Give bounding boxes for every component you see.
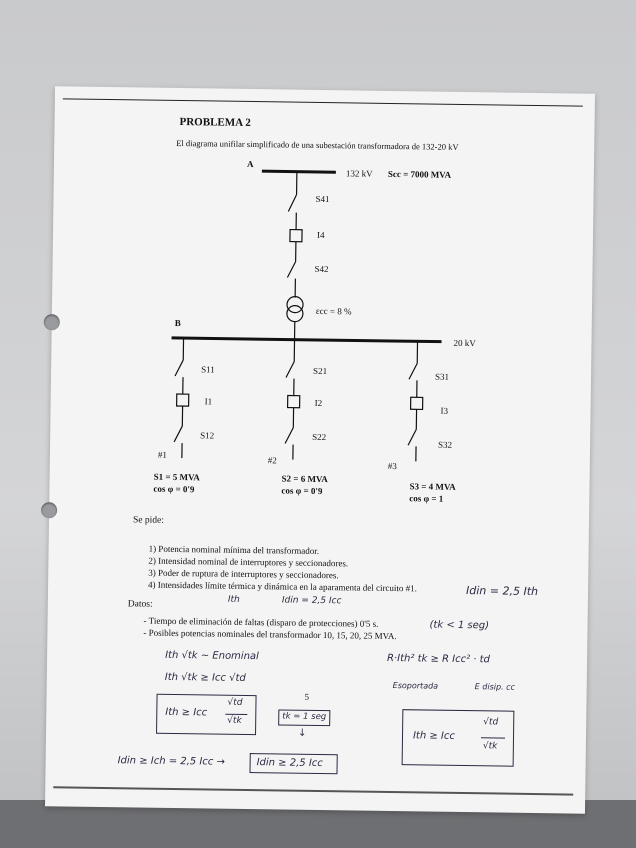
circuit-2-breaker: I2	[314, 397, 323, 409]
handwritten-tk-note: (tk < 1 seg)	[429, 619, 490, 632]
circuit-3-pf: cos φ = 1	[409, 493, 444, 504]
question-3: 3) Poder de ruptura de interruptores y seccionadores.	[148, 567, 339, 581]
question-4: 4) Intensidades límite térmica y dinámica en la aparamenta del circuito #1.	[148, 579, 418, 594]
handwritten-eq3: Ith ≥ Icc	[165, 706, 208, 719]
circuit-3-switch-top: S31	[434, 371, 450, 382]
handwritten-eq1: Ith √tk ~ Enominal	[165, 649, 259, 663]
handwritten-right-eq1: R·Ith² tk ≥ R Icc² · td	[387, 652, 491, 666]
bus-b-voltage: 20 kV	[453, 337, 476, 349]
circuit-2-load: S2 = 6 MVA	[281, 473, 328, 485]
handwritten-right-frac-bottom: √tk	[482, 741, 498, 752]
handwritten-box-ith	[156, 694, 257, 735]
right-fraction-bar	[481, 737, 505, 738]
datos-heading: Datos:	[127, 599, 153, 610]
handwritten-right-label1: Esoportada	[392, 681, 439, 691]
i4-label: I4	[316, 229, 325, 241]
question-1: 1) Potencia nominal mínima del transformador.	[148, 543, 320, 556]
handwritten-right-frac-top: √td	[483, 717, 499, 728]
s41-label: S41	[315, 193, 330, 205]
handwritten-down-arrow: ↓	[297, 727, 307, 739]
handwritten-tk-box	[278, 709, 330, 726]
handwritten-idin-under: Idin = 2,5 Icc	[281, 595, 342, 607]
circuit-3-number: #3	[387, 460, 397, 472]
bus-b-label: B	[174, 317, 181, 329]
circuit-1-breaker: I1	[204, 396, 213, 407]
bottom-rule	[53, 786, 573, 795]
circuit-1-pf: cos φ = 0'9	[153, 483, 195, 495]
handwritten-bottom-eq: Idin ≥ Ich = 2,5 Icc →	[117, 755, 225, 768]
circuit-1-load: S1 = 5 MVA	[153, 471, 200, 483]
handwritten-eq3-top: √td	[227, 697, 243, 708]
circuit-1-number: #1	[157, 449, 167, 460]
bus-a-voltage: 132 kV	[345, 168, 373, 179]
handwritten-ith-under: Ith	[227, 594, 240, 605]
intro-text: El diagrama unifilar simplificado de una subestación transformadora de 132-20 kV	[176, 137, 459, 152]
bus-a-scc: Scc = 7000 MVA	[387, 168, 452, 180]
handwritten-eq3-bottom: √tk	[227, 715, 242, 726]
circuit-1-switch-bottom: S12	[200, 430, 215, 441]
circuit-2-switch-top: S21	[313, 365, 328, 377]
handwritten-tk-value: tk = 1 seg	[282, 711, 327, 723]
handwritten-bottom-box	[249, 753, 337, 774]
dato-2: - Posibles potencias nominales del transformador 10, 15, 20, 25 MVA.	[143, 627, 397, 642]
circuit-2-switch-bottom: S22	[312, 431, 327, 443]
ecc-label: εcc = 8 %	[315, 305, 352, 317]
circuit-2-number: #2	[267, 455, 277, 466]
circuit-2-pf: cos φ = 0'9	[281, 485, 323, 497]
questions-heading: Se pide:	[132, 515, 164, 526]
circuit-3-load: S3 = 4 MVA	[409, 481, 456, 492]
handwritten-bottom-box-eq: Idin ≥ 2,5 Icc	[256, 757, 323, 770]
exam-sheet	[45, 86, 595, 813]
handwritten-box-right	[402, 709, 515, 767]
problem-title: PROBLEMA 2	[179, 116, 251, 130]
top-rule	[63, 98, 583, 106]
handwritten-right-box-eq: Ith ≥ Icc	[412, 730, 455, 742]
circuit-1-switch-top: S11	[201, 364, 215, 375]
handwritten-idin-note: Idin = 2,5 Ith	[465, 584, 539, 599]
bus-a-label: A	[246, 158, 254, 170]
circuit-3-breaker: I3	[440, 405, 449, 416]
question-2: 2) Intensidad nominal de interruptores y seccionadores.	[148, 555, 349, 569]
circuit-3-switch-bottom: S32	[438, 439, 453, 450]
page-number: 5	[304, 691, 310, 702]
s42-label: S42	[314, 263, 329, 275]
dato-1: - Tiempo de eliminación de faltas (disparo de protecciones) 0'5 s.	[143, 615, 379, 629]
handwritten-eq2: Ith √tk ≥ Icc √td	[164, 671, 246, 684]
handwritten-right-label2: E disip. cc	[474, 682, 516, 692]
